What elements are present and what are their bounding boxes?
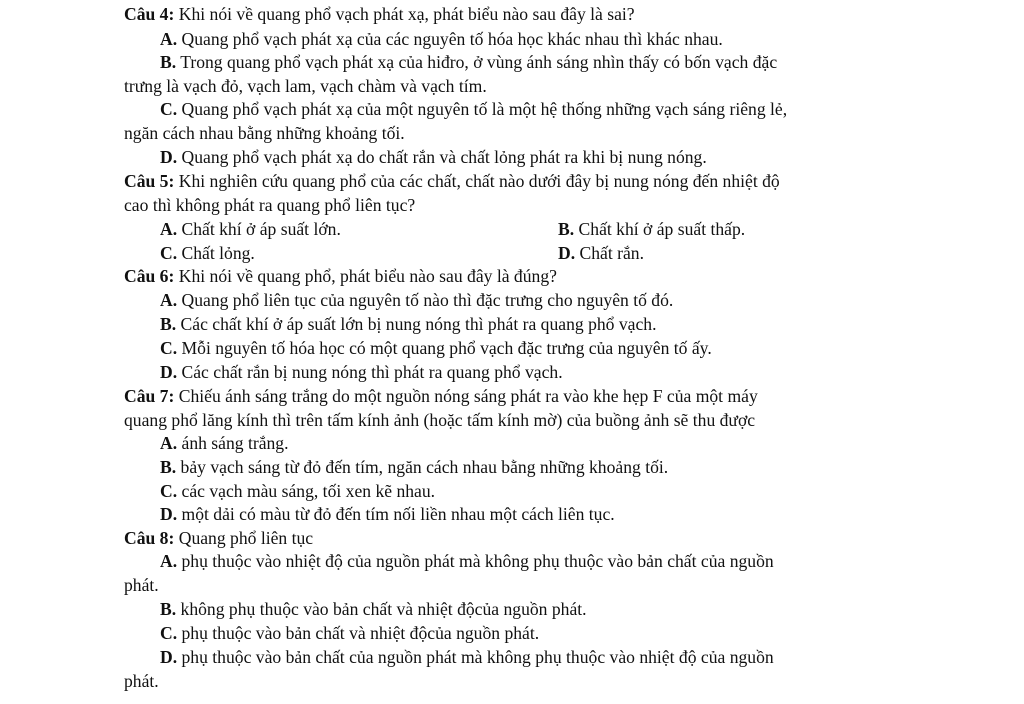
option-text: Quang phổ vạch phát xạ của một nguyên tố là một hệ thống những vạch sáng riêng lẻ, [177, 99, 788, 119]
question-4-option-a [160, 28, 723, 50]
question-6-label: Câu 6: [124, 266, 175, 286]
option-text: một dải có màu từ đỏ đến tím nối liền nhau một cách liên tục. [177, 504, 615, 524]
question-7-option-d [160, 503, 615, 525]
option-label: A. [160, 551, 178, 571]
question-4-option-c [160, 98, 787, 120]
option-label: A. [160, 290, 178, 310]
question-6-option-b [160, 313, 656, 335]
option-label: B. [160, 314, 177, 334]
option-label: A. [160, 219, 178, 239]
option-text: Các chất khí ở áp suất lớn bị nung nóng thì phát ra quang phổ vạch. [176, 314, 657, 334]
option-text: phụ thuộc vào bản chất và nhiệt độcủa nguồn phát. [177, 623, 540, 643]
option-text: Mỗi nguyên tố hóa học có một quang phổ vạch đặc trưng của nguyên tố ấy. [177, 338, 712, 358]
question-7-text: Chiếu ánh sáng trắng do một nguồn nóng sáng phát ra vào khe hẹp F của một máy [174, 386, 758, 406]
option-text: Quang phổ vạch phát xạ của các nguyên tố hóa học khác nhau thì khác nhau. [177, 29, 723, 49]
question-5-option-b [558, 218, 745, 240]
question-8-option-c [160, 622, 539, 644]
question-8-option-d-continuation: phát. [124, 671, 159, 691]
question-4-option-c-continuation: ngăn cách nhau bằng những khoảng tối. [124, 123, 405, 143]
question-5-label: Câu 5: [124, 171, 175, 191]
question-8-label: Câu 8: [124, 528, 175, 548]
question-5-text: Khi nghiên cứu quang phổ của các chất, chất nào dưới đây bị nung nóng đến nhiệt độ [174, 171, 780, 191]
question-8-stem [124, 527, 313, 549]
question-6-text: Khi nói về quang phổ, phát biểu nào sau đây là đúng? [174, 266, 557, 286]
option-text: Quang phổ vạch phát xạ do chất rắn và chất lỏng phát ra khi bị nung nóng. [177, 147, 707, 167]
option-text: không phụ thuộc vào bản chất và nhiệt độcủa nguồn phát. [176, 599, 587, 619]
question-7-option-a [160, 432, 289, 454]
option-label: C. [160, 338, 178, 358]
option-text: phụ thuộc vào nhiệt độ của nguồn phát mà không phụ thuộc vào bản chất của nguồn [177, 551, 774, 571]
option-label: B. [558, 219, 575, 239]
option-label: C. [160, 481, 178, 501]
question-7-option-c [160, 480, 435, 502]
question-4-option-b [160, 51, 777, 73]
question-5-option-d [558, 242, 644, 264]
option-label: D. [160, 647, 178, 667]
question-8-option-a [160, 550, 774, 572]
option-label: B. [160, 52, 177, 72]
question-8-option-a-continuation: phát. [124, 575, 159, 595]
question-4-stem [124, 3, 635, 25]
option-label: D. [160, 504, 178, 524]
question-8-option-b [160, 598, 587, 620]
option-text: Trong quang phổ vạch phát xạ của hiđro, ở vùng ánh sáng nhìn thấy có bốn vạch đặc [176, 52, 778, 72]
option-label: B. [160, 599, 177, 619]
option-label: A. [160, 29, 178, 49]
question-7-option-b [160, 456, 668, 478]
option-label: C. [160, 623, 178, 643]
option-label: B. [160, 457, 177, 477]
question-8-text: Quang phổ liên tục [174, 528, 314, 548]
option-text: Chất khí ở áp suất thấp. [574, 219, 746, 239]
question-7-stem-continuation: quang phổ lăng kính thì trên tấm kính ảnh (hoặc tấm kính mờ) của buồng ảnh sẽ thu được [124, 410, 756, 430]
option-text: ánh sáng trắng. [177, 433, 289, 453]
question-7-stem [124, 385, 758, 407]
option-text: các vạch màu sáng, tối xen kẽ nhau. [177, 481, 436, 501]
question-5-option-c [160, 242, 255, 264]
question-4-text: Khi nói về quang phổ vạch phát xạ, phát biểu nào sau đây là sai? [174, 4, 635, 24]
question-8-option-d [160, 646, 774, 668]
option-label: A. [160, 433, 178, 453]
option-text: Các chất rắn bị nung nóng thì phát ra quang phổ vạch. [177, 362, 563, 382]
question-5-stem-continuation: cao thì không phát ra quang phổ liên tục? [124, 195, 416, 215]
option-label: D. [558, 243, 576, 263]
question-4-option-d [160, 146, 707, 168]
question-6-option-a [160, 289, 673, 311]
option-text: Quang phổ liên tục của nguyên tố nào thì đặc trưng cho nguyên tố đó. [177, 290, 674, 310]
option-text: Chất khí ở áp suất lớn. [177, 219, 341, 239]
question-4-label: Câu 4: [124, 4, 175, 24]
question-6-stem [124, 265, 557, 287]
option-text: bảy vạch sáng từ đỏ đến tím, ngăn cách nhau bằng những khoảng tối. [176, 457, 669, 477]
question-6-option-d [160, 361, 563, 383]
option-label: D. [160, 147, 178, 167]
option-text: Chất lỏng. [177, 243, 255, 263]
question-5-option-a [160, 218, 341, 240]
option-label: D. [160, 362, 178, 382]
option-label: C. [160, 99, 178, 119]
question-4-option-b-continuation: trưng là vạch đỏ, vạch lam, vạch chàm và vạch tím. [124, 76, 487, 96]
option-text: Chất rắn. [575, 243, 644, 263]
question-6-option-c [160, 337, 712, 359]
option-label: C. [160, 243, 178, 263]
question-5-stem [124, 170, 780, 192]
question-7-label: Câu 7: [124, 386, 175, 406]
option-text: phụ thuộc vào bản chất của nguồn phát mà không phụ thuộc vào nhiệt độ của nguồn [177, 647, 774, 667]
